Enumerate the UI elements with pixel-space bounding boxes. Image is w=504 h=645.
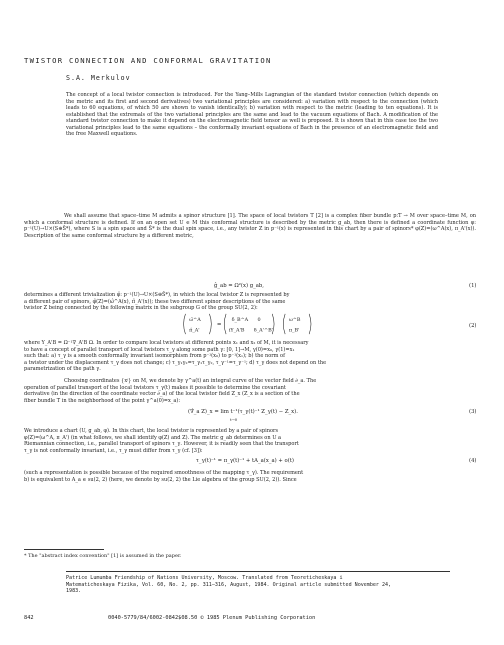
equation-3-number: (3)	[469, 409, 477, 415]
body-line-3d: a twistor under the displacement τ_γ does not change; c) τ_γ₁γ₂=τ_γ₁τ_γ₂, τ_γ⁻¹=τ_γ⁻¹; d) τ_γ does not depend on the	[24, 359, 327, 366]
equation-1-number: (1)	[469, 283, 477, 289]
affiliation-line-3: 1983.	[66, 588, 82, 595]
body-line-6a: (such a representation is possible because of the required smoothness of the mapping τ_γ). The requirement	[24, 470, 304, 476]
copyright-line: 0040-5779/84/6002-0842$08.50 © 1985 Plenum Publishing Corporation	[108, 615, 316, 621]
equation-4: τ_γ(t)⁻¹ = π_γ(t)⁻¹ + tA_a(x_a) + o(t)	[196, 458, 294, 464]
eq2-rhs-bottom: π_B'	[288, 327, 300, 334]
affiliation-rule	[66, 571, 450, 572]
paper-title: TWISTOR CONNECTION AND CONFORMAL GRAVITATION	[24, 56, 272, 65]
eq2-lhs-bottom: π̂_A'	[189, 327, 200, 334]
equation-1: ĝ_ab = Ω²(x) g_ab,	[214, 283, 264, 289]
body-line-4c: derivative (in the direction of the coordinate vector ∂_a) of the local twistor field Z_x (Z_x is a section of the	[24, 391, 300, 397]
body-line-4d: fiber bundle T in the neighborhood of the point γ^a(0)=x_a):	[24, 397, 181, 404]
body-line-3a: where Υ_A'B = Ω⁻¹∇_A'B Ω. In order to compare local twistors at different points x₁ and x₂ of M, it is necessary	[24, 340, 309, 346]
eq2-m22: δ_A'^B'	[253, 327, 274, 334]
body-line-5d: τ_γ is not conformally invariant, i.e., τ_γ must differ from τ_γ (cf. [3]):	[24, 447, 203, 454]
eq2-m12: 0	[257, 317, 261, 324]
eq2-m11: δ_B^A	[231, 317, 249, 324]
page-number: 842	[24, 615, 34, 621]
body-line-3e: parametrization of the path γ.	[24, 366, 101, 372]
paper-author: S.A. Merkulov	[66, 74, 131, 82]
affiliation-block	[66, 575, 466, 595]
body-line-5c: Riemannian connection, i.e., parallel transport of spinors τ_γ. However, it is readily seen that the transport	[24, 441, 299, 447]
body-line-2a: determines a different trivialization φ̂: p⁻¹(U)→U×(S⊕S̄*), in which the local twistor Z is represented by	[24, 292, 290, 298]
footnote-rule	[24, 549, 104, 550]
body-line-2b: a different pair of spinors, φ̂(Z)=(ω̂^A(x), π̂_A'(x)); these two different spinor descriptions of the same	[24, 298, 286, 305]
body-line-5a: We introduce a chart (U, g_ab, φ). In this chart, the local twistor is represented by a pair of spinors	[24, 428, 279, 434]
body-paragraph-1: We shall assume that space–time M admits a spinor structure [1]. The space of local twistors T [2] is a complex fiber bundle p:T → M over space–time M, on which a conformal structure is defined. If on an open set U ∈ M this conformal structure is described by the metric g_ab, then there is defined a coordinate function φ: p⁻¹(U)→U×(S⊕S̄*), where S is a spin space and S̄* is the dual spin space, i.e., any twistor Z in p⁻¹(x) is represented in this chart by a pair of spinors* φ(Z)=(ω^A(x), π_A'(x)). Description of the same conformal structure by a different metric,	[24, 213, 476, 239]
abstract: The concept of a local twistor connection is introduced. For the Yang–Mills Lagrangian of the standard twistor connection (which depends on the metric and its first and second derivatives) two variational principles are considered: a) variation with respect to the connection (which leads to 60 equations, of which 50 are shown to vanish identically); b) variation with respect to the metric (leading to ten equations). It is established that the extremals of the two variational principles are the same and lead to the vacuum equations of Bach. A modification of the standard twistor connection to make it depend on the electromagnetic field tensor as well is proposed. It is shown that in this case too the two variational principles lead to the same equations – the conformally invariant equations of Bach in the presence of an electromagnetic field and the free Maxwell equations.	[66, 92, 438, 138]
footnote: * The "abstract index convention" [1] is assumed in the paper.	[24, 553, 182, 559]
body-line-4a: Choosing coordinates {xⁱ} on M, we denote by γ^a(t) an integral curve of the vector field ∂_a. The	[64, 378, 317, 384]
equation-2-matrix	[176, 312, 326, 336]
eq2-lhs-top: ω̂^A	[189, 317, 201, 324]
affiliation-line-1: Patrice Lumumba Friendship of Nations University, Moscow. Translated from Teoreticheskaya i	[66, 575, 343, 581]
affiliation-line-2: Matematicheskaya Fizika, Vol. 60, No. 2, pp. 311–316, August, 1984. Original article submitted November 24,	[66, 581, 392, 588]
body-line-2c: twistor Z being connected by the following matrix in the subgroup G of the group SU(2, 2):	[24, 305, 258, 311]
body-line-3c: such that: a) τ_γ is a smooth conformally invariant isomorphism from p⁻¹(x₀) to p⁻¹(x₁); b) the norm of	[24, 353, 285, 359]
svg-text:=: =	[216, 321, 222, 328]
eq2-m21: iΥ_A'B	[228, 327, 245, 334]
equation-2-number: (2)	[469, 323, 477, 329]
body-line-5b: φ(Z)=(ω^A, π_A') (in what follows, we shall identify φ(Z) and Z). The metric g_ab determines on U a	[24, 434, 282, 441]
eq2-rhs-top: ω^B	[288, 317, 301, 324]
body-line-3b: to have a concept of parallel transport of local twistors τ_γ along some path γ: [0, 1]→M, γ(0)=x₀, γ(1)=x₁	[24, 346, 295, 353]
equation-3-limit-subscript: t→0	[230, 417, 238, 422]
body-line-4b: operation of parallel transport of the local twistors τ_γ(t) makes it possible to determine the covariant	[24, 384, 286, 391]
equation-3: (∇̂_a Z)_x = lim t⁻¹(τ_γ(t)⁻¹ Z_γ(t) − Z_x).	[188, 409, 298, 415]
equation-4-number: (4)	[469, 458, 477, 464]
body-line-6b: b) is equivalent to A_a ∈ su(2, 2) (here, we denote by su(2, 2) the Lie algebra of the group SU(2, 2)). Since	[24, 476, 297, 483]
